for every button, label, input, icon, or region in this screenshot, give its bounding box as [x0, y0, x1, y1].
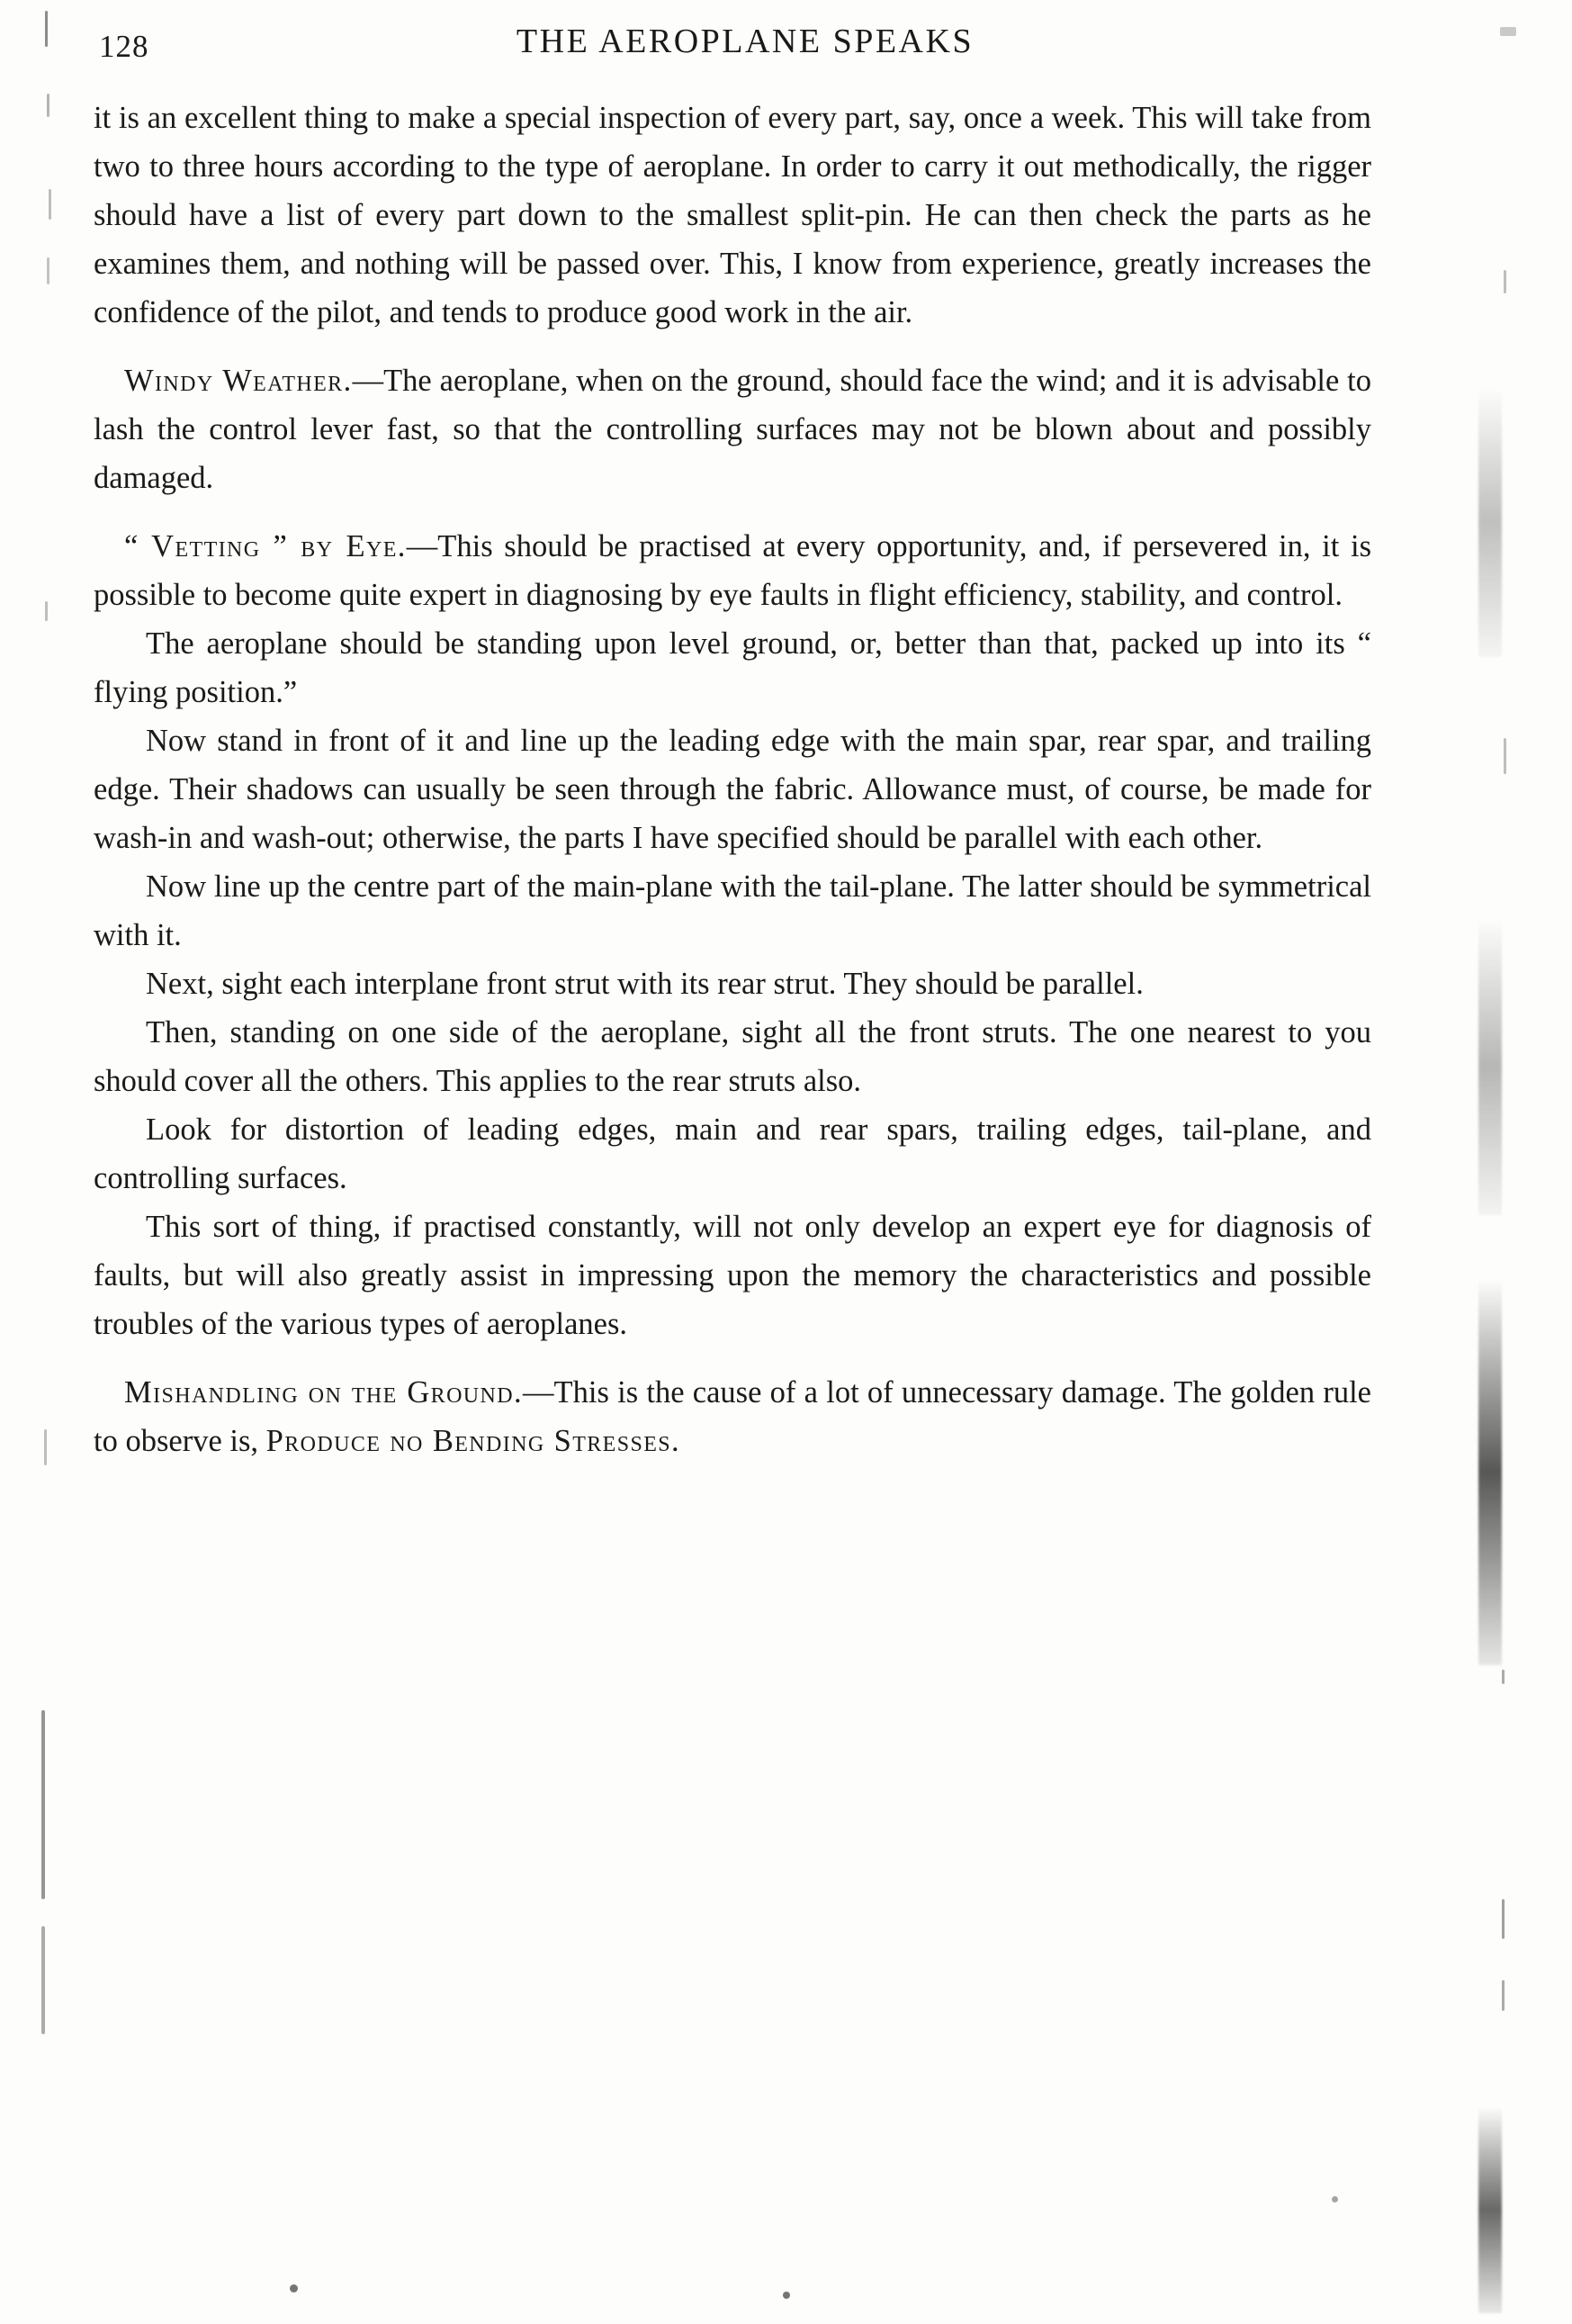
paragraph-text: Now line up the centre part of the main-plane with the tail-plane. The latter should be symmetrical with it.	[94, 869, 1371, 952]
paragraph-text: Now stand in front of it and line up the leading edge with the main spar, rear spar, and trailing edge. Their shadows can usually be seen through the fabric. Allowance must, of course, be made for wash-in and wash-out; otherwise, the parts I have specified should be parallel with each other.	[94, 724, 1371, 855]
running-head	[94, 16, 1371, 94]
paragraph-text: Then, standing on one side of the aeroplane, sight all the front struts. The one nearest to you should cover all the others. This applies to the rear struts also.	[94, 1015, 1371, 1098]
scan-smudge-dark	[1478, 1278, 1502, 1665]
paragraph	[94, 1368, 1371, 1465]
paragraph-text: Look for distortion of leading edges, main and rear spars, trailing edges, tail-plane, and controlling surfaces.	[94, 1112, 1371, 1195]
page-speck	[1332, 2196, 1338, 2202]
paragraph-text: —This is the cause of a lot of unnecessary damage. The golden rule to observe is,	[94, 1375, 1371, 1458]
paragraph-text: The aeroplane should be standing upon level ground, or, better than that, packed up into its “ flying position.”	[94, 626, 1371, 709]
page-speck	[290, 2284, 298, 2292]
paragraph	[94, 1105, 1371, 1203]
paragraph-text: —The aeroplane, when on the ground, should face the wind; and it is advisable to lash the control lever fast, so that the controlling surfaces may not be blown about and possibly damaged.	[94, 364, 1371, 495]
paragraph	[94, 619, 1371, 716]
page-speck	[783, 2292, 790, 2299]
closing-small-caps: Produce no Bending Stresses.	[265, 1424, 681, 1458]
paragraph	[94, 94, 1371, 337]
paragraph	[94, 862, 1371, 959]
run-in-heading: “ Vetting ” by Eye.	[124, 529, 407, 563]
paragraph	[94, 959, 1371, 1008]
left-edge-artifacts	[32, 0, 68, 2324]
scan-smudge-middle	[1478, 918, 1502, 1215]
body-text	[94, 94, 1371, 1465]
paragraph-text: —This should be practised at every opportunity, and, if persevered in, it is possible to become quite expert in diagnosing by eye faults in flight efficiency, stability, and control.	[94, 529, 1371, 612]
scan-smudge-upper	[1478, 387, 1502, 657]
page-number: 128	[99, 29, 149, 64]
paragraph	[94, 716, 1371, 862]
paragraph	[94, 1008, 1371, 1105]
paragraph-text: it is an excellent thing to make a special inspection of every part, say, once a week. This will take from two to three hours according to the type of aeroplane. In order to carry it out methodically, the rigger should have a list of every part down to the smallest split-pin. He can then check the parts as he examines them, and nothing will be passed over. This, I know from experience, greatly increases the confidence of the pilot, and tends to produce good work in the air.	[94, 101, 1371, 329]
paragraph	[94, 356, 1371, 502]
scan-smudge-lower	[1478, 2106, 1502, 2313]
page-content	[94, 0, 1371, 1465]
paragraph-text: This sort of thing, if practised constantly, will not only develop an expert eye for diagnosis of faults, but will also greatly assist in impressing upon the memory the characteristics and possible troubles of the various types of aeroplanes.	[94, 1210, 1371, 1341]
paragraph	[94, 1203, 1371, 1348]
run-in-heading: Mishandling on the Ground.	[124, 1375, 524, 1410]
run-in-heading: Windy Weather.	[124, 364, 353, 398]
paragraph-text: Next, sight each interplane front strut with its rear strut. They should be parallel.	[146, 967, 1144, 1001]
book-title-header: THE AEROPLANE SPEAKS	[516, 23, 975, 60]
paragraph	[94, 522, 1371, 619]
